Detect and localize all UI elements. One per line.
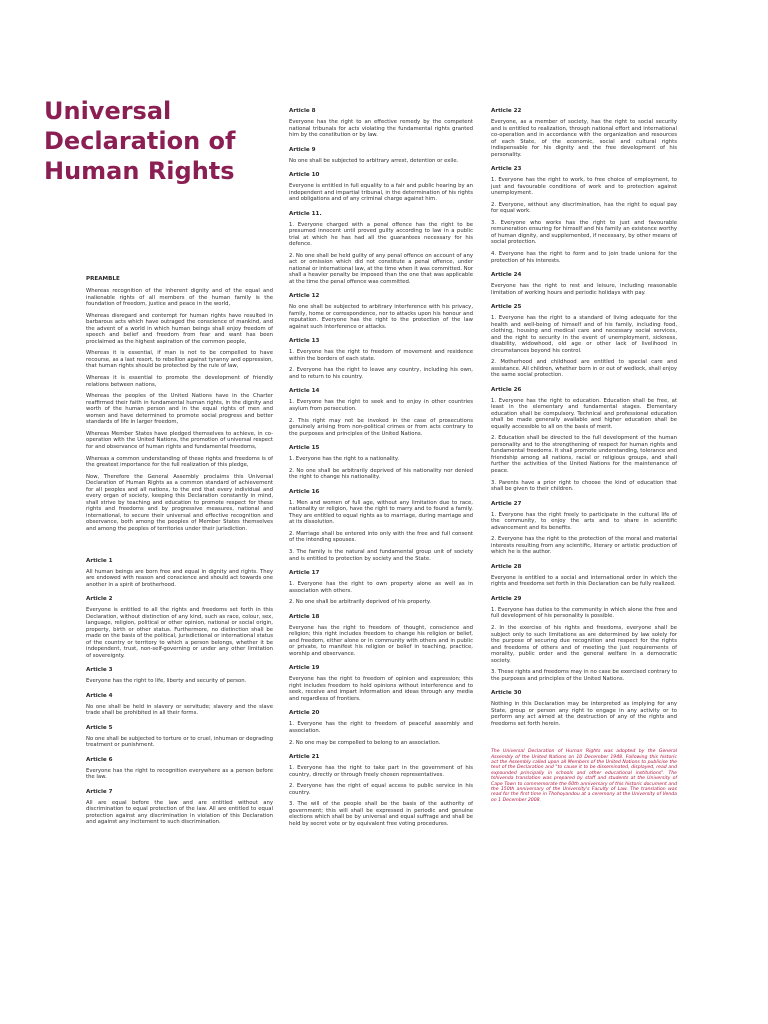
article-section <box>289 614 473 658</box>
article-paragraph: No one shall be subjected to arbitrary arrest, detention or exile. <box>289 157 459 164</box>
title-line: Human Rights <box>44 157 235 185</box>
article-section <box>289 445 473 481</box>
article-heading: Article 29 <box>491 595 522 602</box>
article-heading: Article 6 <box>86 756 113 763</box>
article-paragraph: 3. The family is the natural and fundamental group unit of society and is entitled to protection by society and the State. <box>289 549 473 562</box>
article-heading: Article 13 <box>289 338 320 345</box>
article-paragraph: 4. Everyone has the right to form and to join trade unions for the protection of his interests. <box>491 251 677 264</box>
article-heading: Article 19 <box>289 665 320 672</box>
article-heading: Article 16 <box>289 488 320 495</box>
article-paragraph: 3. These rights and freedoms may in no case be exercised contrary to the purposes and principles of the United Nations. <box>491 669 677 682</box>
article-paragraph: 2. No one may be compelled to belong to an association. <box>289 739 441 746</box>
article-heading: Article 5 <box>86 724 113 731</box>
article-paragraph: 1. Everyone has the right to a standard of living adequate for the health and well-being of himself and of his family, including food, clothing, housing and medical care and necessary social services, and the right to security in the event of unemployment, sickness, disability, widowhood, old age or other lack of livelihood in circumstances beyond his control. <box>491 315 677 354</box>
article-paragraph: 1. Everyone has the right freely to participate in the cultural life of the community, to enjoy the arts and to share in scientific advancement and its benefits. <box>491 511 677 531</box>
column-2 <box>289 100 473 833</box>
article-section <box>289 570 473 606</box>
article-paragraph: 1. Everyone has the right to take part in the government of his country, directly or through freely chosen representatives. <box>289 765 473 778</box>
article-section <box>491 596 677 682</box>
article-section <box>289 710 473 746</box>
article-paragraph: 2. In the exercise of his rights and freedoms, everyone shall be subject only to such limitations as are determined by law solely for the purpose of securing due recognition and respect for the rights and freedoms of others and of meeting the just requirements of morality, public order and the general welfare in a democratic society. <box>491 625 677 664</box>
article-paragraph: 1. Everyone has the right to work, to free choice of employment, to just and favourable conditions of work and to protection against unemployment. <box>491 177 677 196</box>
article-heading: Article 10 <box>289 172 320 178</box>
article-paragraph: Everyone has the right to an effective remedy by the competent national tribunals for acts violating the fundamental rights granted him by the constitution or by law. <box>289 119 473 138</box>
column-3-articles <box>491 108 677 727</box>
article-section <box>289 388 473 437</box>
article-heading: Article 8 <box>289 108 316 114</box>
column-3 <box>491 100 677 808</box>
article-paragraph: 1. Everyone has the right to education. Education shall be free, at least in the elementary and fundamental stages. Elementary education shall be compulsory. Technical and professional education shall be made generally available and higher education shall be equally accessible to all on the basis of merit. <box>491 397 677 430</box>
title-line: Universal <box>44 97 172 125</box>
article-heading: Article 1 <box>86 557 113 564</box>
article-paragraph: 2. This right may not be invoked in the case of prosecutions genuinely arising from non-political crimes or from acts contrary to the purposes and principles of the United Nations. <box>289 417 473 437</box>
article-paragraph: 1. Everyone charged with a penal offence has the right to be presumed innocent until proved guilty according to law in a public trial at which he has had all the guarantees necessary for his defence. <box>289 221 473 247</box>
article-section <box>289 147 473 165</box>
preamble-paragraph: Whereas the peoples of the United Nations have in the Charter reaffirmed their faith in fundamental human rights, in the dignity and worth of the human person and in the equal rights of men and women and have determined to promote social progress and better standards of life in larger freedom, <box>86 393 273 426</box>
article-paragraph: 2. Education shall be directed to the full development of the human personality and to the strengthening of respect for human rights and fundamental freedoms. It shall promote understanding, tolerance and friendship among all nations, racial or religious groups, and shall further the activities of the United Nations for the maintenance of peace. <box>491 435 677 474</box>
article-section <box>491 272 677 296</box>
document-title <box>44 96 264 186</box>
article-paragraph: 2. No one shall be arbitrarily deprived of his property. <box>289 599 431 606</box>
article-paragraph: 2. Motherhood and childhood are entitled to special care and assistance. All children, whether born in or out of wedlock, shall enjoy the same social protection. <box>491 359 677 379</box>
footnote: The Universal Declaration of Human Rights was adopted by the General Assembly of the United Nations on 10 December 1948. Following this historic act the Assembly called upon all Members of the United Nations to publicise the text of the Declaration and "to cause it to be disseminated, displayed, read and expounded principally in schools and other educational institutions". The tshivenda translation was prepared by staff and students at the University of Cape Town to commemorate the 60th anniversary of this historic document and the 150th anniversary of the University's Faculty of Law. The translation was read for the first time in Thohoyandou at a ceremony at the University of Venda on 1 December 2008. <box>491 749 677 803</box>
column-1-articles <box>86 558 273 826</box>
article-section <box>491 564 677 588</box>
article-section <box>289 108 473 139</box>
article-paragraph: Everyone has the right to life, liberty and security of person. <box>86 678 247 684</box>
article-heading: Article 26 <box>491 386 522 393</box>
article-section <box>289 211 473 286</box>
article-heading: Article 24 <box>491 272 522 279</box>
article-heading: Article 20 <box>289 710 320 717</box>
article-section <box>86 596 273 659</box>
article-section <box>491 387 677 493</box>
article-paragraph: 2. No one shall be arbitrarily deprived of his nationality nor denied the right to change his nationality. <box>289 467 473 481</box>
article-section <box>491 166 677 264</box>
article-paragraph: 1. Everyone has the right to a nationality. <box>289 456 399 463</box>
preamble-paragraph: Whereas Member States have pledged themselves to achieve, in co-operation with the United Nations, the promotion of universal respect for and observance of human rights and fundamental freedoms, <box>86 430 273 450</box>
article-paragraph: Everyone has the right to rest and leisure, including reasonable limitation of working hours and periodic holidays with pay. <box>491 283 677 296</box>
article-section <box>86 789 273 826</box>
article-heading: Article 15 <box>289 445 320 452</box>
article-section <box>289 293 473 330</box>
article-paragraph: 2. No one shall be held guilty of any penal offence on account of any act or omission which did not constitute a penal offence, under national or international law, at the time when it was committed. Nor shall a heavier penalty be imposed than the one that was applicable at the time the penal offence was committed. <box>289 252 473 285</box>
article-paragraph: 2. Everyone, without any discrimination, has the right to equal pay for equal work. <box>491 201 677 215</box>
article-section <box>86 693 273 717</box>
article-paragraph: Everyone has the right to recognition everywhere as a person before the law. <box>86 767 273 780</box>
article-section <box>86 725 273 749</box>
article-heading: Article 14 <box>289 388 320 395</box>
article-paragraph: All are equal before the law and are entitled without any discrimination to equal protection of the law. All are entitled to equal protection against any discrimination in violation of this Declaration and against any incitement to such discrimination. <box>86 799 273 825</box>
article-paragraph: 2. Everyone has the right to leave any country, including his own, and to return to his country. <box>289 367 473 380</box>
article-paragraph: Nothing in this Declaration may be interpreted as implying for any State, group or person any right to engage in any activity or to perform any act aimed at the destruction of any of the rights and freedoms set forth herein. <box>491 701 677 727</box>
preamble-paragraph: Whereas it is essential, if man is not to be compelled to have recourse, as a last resort, to rebellion against tyranny and oppression, that human rights should be protected by the rule of law, <box>86 350 273 370</box>
article-heading: Article 9 <box>289 146 316 153</box>
article-section <box>289 489 473 562</box>
article-paragraph: 1. Everyone has the right to own property alone as well as in association with others. <box>289 581 473 594</box>
article-paragraph: 3. Everyone who works has the right to just and favourable remuneration ensuring for himself and his family an existence worthy of human dignity, and supplemented, if necessary, by other means of social protection. <box>491 219 677 246</box>
article-heading: Article 2 <box>86 596 113 602</box>
preamble-paragraph: Whereas disregard and contempt for human rights have resulted in barbarous acts which have outraged the conscience of mankind, and the advent of a world in which human beings shall enjoy freedom of speech and belief and freedom from fear and want has been proclaimed as the highest aspiration of the common people, <box>86 312 273 345</box>
article-paragraph: Everyone has the right to freedom of thought, conscience and religion; this right includes freedom to change his religion or belief, and freedom, either alone or in community with others and in public or private, to manifest his religion or belief in teaching, practice, worship and observance. <box>289 624 473 657</box>
article-heading: Article 28 <box>491 563 522 570</box>
article-heading: Article 23 <box>491 166 522 172</box>
article-heading: Article 17 <box>289 570 320 577</box>
article-section <box>491 108 677 158</box>
article-paragraph: 1. Men and women of full age, without any limitation due to race, nationality or religion, have the right to marry and to found a family. They are entitled to equal rights as to marriage, during marriage and at its dissolution. <box>289 499 473 526</box>
article-section <box>491 690 677 727</box>
article-paragraph: Everyone is entitled to a social and international order in which the rights and freedoms set forth in this Declaration can be fully realized. <box>491 574 677 588</box>
article-section <box>86 757 273 781</box>
article-paragraph: Everyone is entitled in full equality to a fair and public hearing by an independent and impartial tribunal, in the determination of his rights and obligations and of any criminal charge against him. <box>289 183 473 202</box>
article-paragraph: All human beings are born free and equal in dignity and rights. They are endowed with reason and conscience and should act towards one another in a spirit of brotherhood. <box>86 568 273 588</box>
preamble-paragraph: Whereas a common understanding of these rights and freedoms is of the greatest importance for the full realization of this pledge, <box>86 455 273 469</box>
article-paragraph: 1. Everyone has the right to seek and to enjoy in other countries asylum from persecution. <box>289 399 473 412</box>
article-section <box>289 665 473 702</box>
article-heading: Article 3 <box>86 667 113 673</box>
article-paragraph: 2. Everyone has the right to the protection of the moral and material interests resulting from any scientific, literary or artistic production of which he is the author. <box>491 536 677 556</box>
preamble-body <box>86 288 273 532</box>
article-section <box>491 501 677 556</box>
article-paragraph: Everyone has the right to freedom of opinion and expression; this right includes freedom to hold opinions without interference and to seek, receive and impart information and ideas through any media and regardless of frontiers. <box>289 676 473 702</box>
column-1 <box>86 288 273 831</box>
article-heading: Article 22 <box>491 108 522 114</box>
preamble-paragraph: Whereas it is essential to promote the development of friendly relations between nations, <box>86 375 273 388</box>
preamble-heading: PREAMBLE <box>86 276 120 282</box>
article-paragraph: No one shall be subjected to arbitrary interference with his privacy, family, home or correspondence, nor to attacks upon his honour and reputation. Everyone has the right to the protection of the law against such interference or attacks. <box>289 304 473 330</box>
article-heading: Article 7 <box>86 788 113 795</box>
preamble-paragraph: Now, Therefore the General Assembly proclaims this Universal Declaration of Human Rights as a common standard of achievement for all peoples and all nations, to the end that every individual and every organ of society, keeping this Declaration constantly in mind, shall strive by teaching and education to promote respect for these rights and freedoms and by progressive measures, national and international, to secure their universal and effective recognition and observance, both among the peoples of Member States themselves and among the peoples of territories under their jurisdiction. <box>86 473 273 532</box>
article-section <box>289 338 473 380</box>
column-2-articles <box>289 108 473 827</box>
article-paragraph: No one shall be subjected to torture or to cruel, inhuman or degrading treatment or punishment. <box>86 735 273 748</box>
article-heading: Article 30 <box>491 690 522 697</box>
article-paragraph: 1. Everyone has the right to freedom of peaceful assembly and association. <box>289 721 473 734</box>
article-paragraph: 3. The will of the people shall be the basis of the authority of government; this will shall be expressed in periodic and genuine elections which shall be by universal and equal suffrage and shall be held by secret vote or by equivalent free voting procedures. <box>289 801 473 827</box>
preamble-paragraph: Whereas recognition of the inherent dignity and of the equal and inalienable rights of all members of the human family is the foundation of freedom, justice and peace in the world, <box>86 288 273 307</box>
article-section <box>289 172 473 203</box>
article-heading: Article 11. <box>289 210 322 217</box>
article-paragraph: 3. Parents have a prior right to choose the kind of education that shall be given to their children. <box>491 479 677 493</box>
article-heading: Article 21 <box>289 754 320 760</box>
article-heading: Article 25 <box>491 304 522 311</box>
article-section <box>491 304 677 379</box>
title-line: Declaration of <box>44 127 236 155</box>
article-section <box>86 558 273 589</box>
article-paragraph: 1. Everyone has the right to freedom of movement and residence within the borders of each state. <box>289 349 473 362</box>
article-paragraph: Everyone is entitled to all the rights and freedoms set forth in this Declaration, without distinction of any kind, such as race, colour, sex, language, religion, political or other opinion, national or social origin, property, birth or other status. Furthermore, no distinction shall be made on the basis of the political, jurisdictional or international status of the country or territory to which a person belongs, whether it be independent, trust, non-self-governing or under any other limitation of sovereignty. <box>86 607 273 659</box>
article-paragraph: 2. Everyone has the right of equal access to public service in his country. <box>289 783 473 796</box>
article-heading: Article 18 <box>289 613 320 620</box>
article-heading: Article 27 <box>491 500 522 507</box>
article-heading: Article 4 <box>86 692 113 699</box>
article-section <box>86 667 273 685</box>
article-paragraph: 1. Everyone has duties to the community in which alone the free and full development of his personality is possible. <box>491 606 677 620</box>
article-section <box>289 754 473 827</box>
article-paragraph: 2. Marriage shall be entered into only with the free and full consent of the intending spouses. <box>289 530 473 544</box>
article-heading: Article 12 <box>289 293 320 300</box>
article-paragraph: No one shall be held in slavery or servitude; slavery and the slave trade shall be prohibited in all their forms. <box>86 703 273 716</box>
article-paragraph: Everyone, as a member of society, has the right to social security and is entitled to realization, through national effort and international co-operation and in accordance with the organization and resources of each State, of the economic, social and cultural rights indispensable for his dignity and the free development of his personality. <box>491 119 677 158</box>
